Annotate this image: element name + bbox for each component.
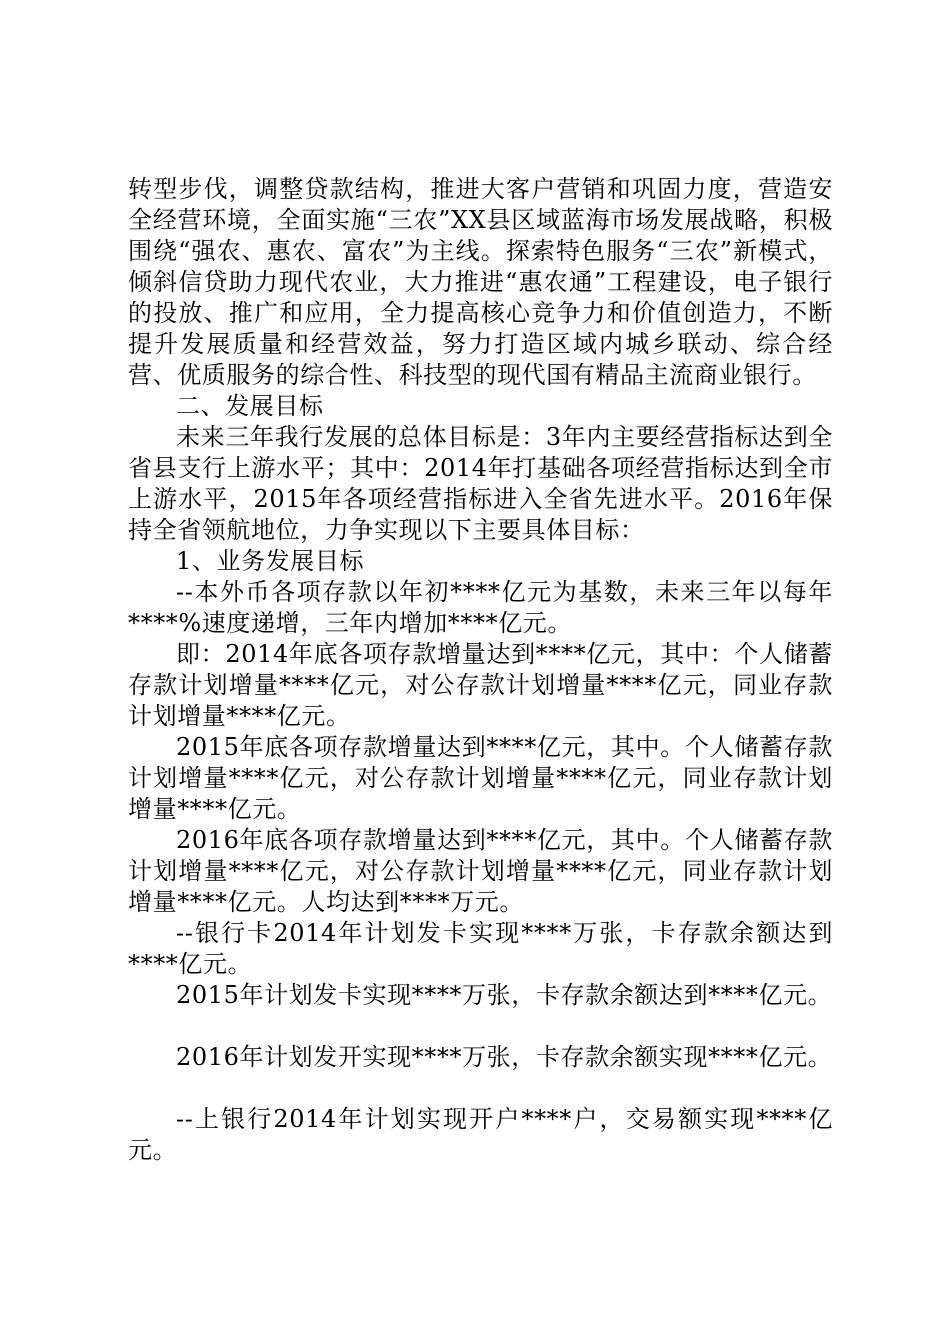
section-heading-development-goals: 二、发展目标 [176, 392, 324, 420]
body-paragraph-card-2015: 2015年计划发卡实现****万张，卡存款余额达到****亿元。 [176, 981, 833, 1009]
body-paragraph-card-2014: --银行卡2014年计划发卡实现****万张，卡存款余额达到****亿元。 [128, 919, 833, 978]
body-paragraph-strategy: 转型步伐，调整贷款结构，推进大客户营销和巩固力度，营造安全经营环境，全面实施“三农”XX县区域蓝海市场发展战略，积极围绕“强农、惠农、富农”为主线。探索特色服务“三农”新模式，倾斜信贷助力现代农业，大力推进“惠农通”工程建设，电子银行的投放、推广和应用，全力提高核心竞争力和价值创造力，不断提升发展质量和经营效益，努力打造区域内城乡联动、综合经营、优质服务的综合性、科技型的现代国有精品主流商业银行。 [128, 175, 833, 389]
body-paragraph-deposit-base: --本外币各项存款以年初****亿元为基数，未来三年以每年****%速度递增，三年内增加****亿元。 [128, 578, 833, 637]
body-paragraph-online-bank-2014: --上银行2014年计划实现开户****户，交易额实现****亿元。 [128, 1105, 833, 1164]
body-paragraph-deposit-2014: 即：2014年底各项存款增量达到****亿元，其中：个人储蓄存款计划增量****亿元，对公存款计划增量****亿元，同业存款计划增量****亿元。 [128, 640, 833, 730]
document-page [128, 174, 833, 1166]
body-paragraph-deposit-2016: 2016年底各项存款增量达到****亿元，其中。个人储蓄存款计划增量****亿元，对公存款计划增量****亿元，同业存款计划增量****亿元。人均达到****万元。 [128, 826, 833, 916]
body-paragraph-deposit-2015: 2015年底各项存款增量达到****亿元，其中。个人储蓄存款计划增量****亿元，对公存款计划增量****亿元，同业存款计划增量****亿元。 [128, 733, 833, 823]
body-paragraph-overall-goal: 未来三年我行发展的总体目标是：3年内主要经营指标达到全省县支行上游水平；其中：2014年打基础各项经营指标达到全市上游水平，2015年各项经营指标进入全省先进水平。2016年保持全省领航地位，力争实现以下主要具体目标： [128, 423, 833, 544]
body-paragraph-card-2016: 2016年计划发开实现****万张，卡存款余额实现****亿元。 [176, 1043, 833, 1071]
subsection-heading-business-goals: 1、业务发展目标 [176, 547, 365, 575]
